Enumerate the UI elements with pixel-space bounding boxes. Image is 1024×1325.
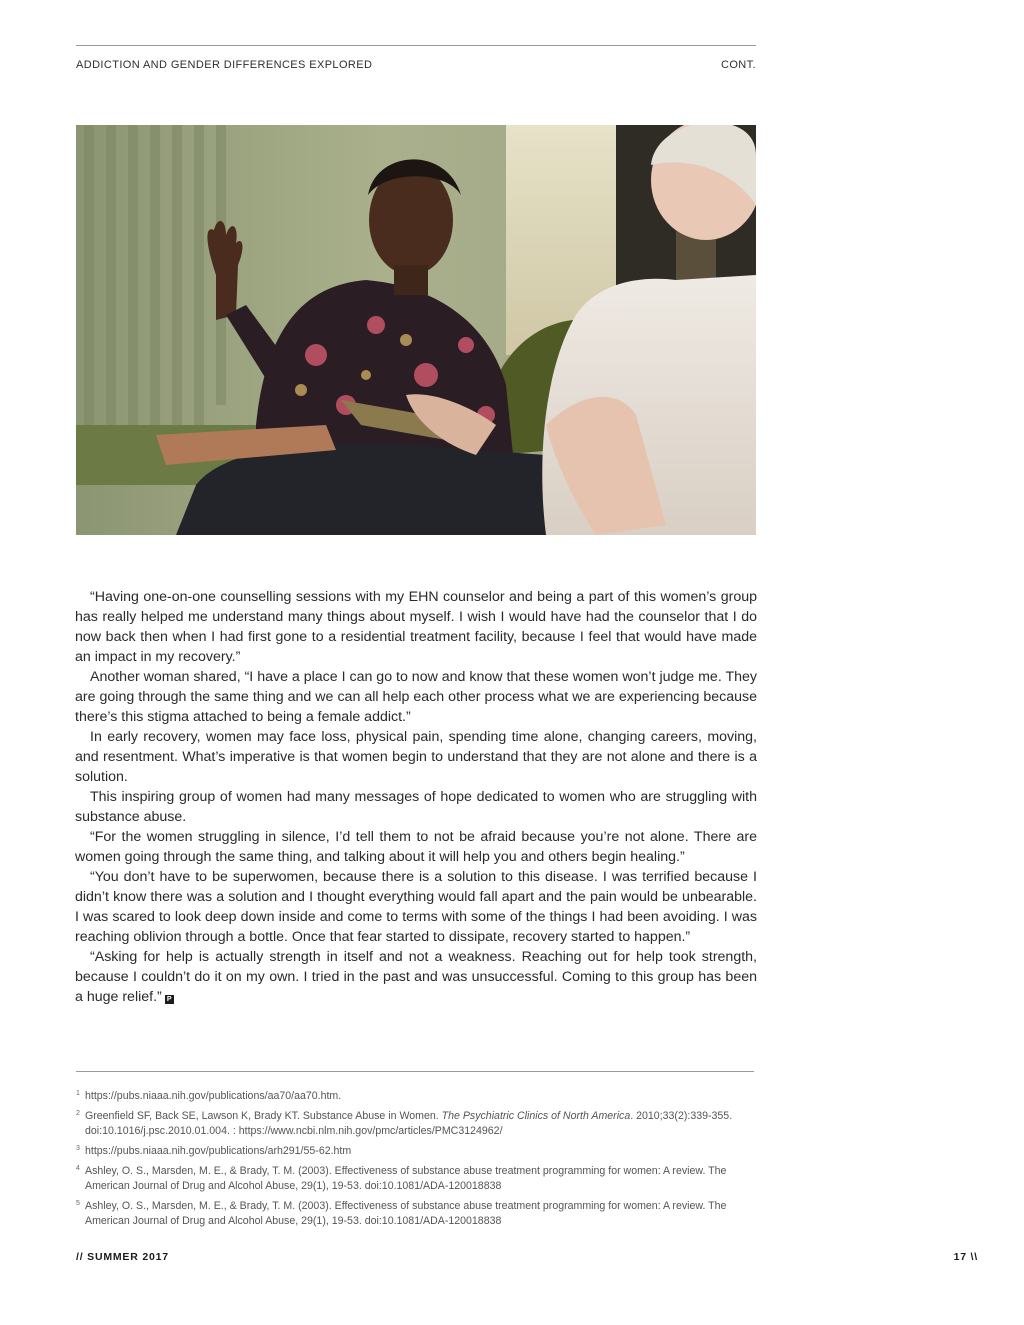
photo-two-women-group-session-icon	[76, 125, 756, 535]
running-head-title: ADDICTION AND GENDER DIFFERENCES EXPLORED	[76, 59, 373, 71]
footnote	[76, 1144, 756, 1159]
footnote-link[interactable]: https://pubs.niaaa.nih.gov/publications/arh291/55-62.htm	[85, 1145, 352, 1157]
footer-page-number: 17 \\	[953, 1251, 978, 1263]
header-rule	[76, 45, 756, 46]
footnote-number: 2	[76, 1110, 80, 1117]
article-paragraph-last	[75, 947, 757, 1007]
article-photo	[76, 125, 756, 535]
article-paragraph: “For the women struggling in silence, I’d tell them to not be afraid because you’re not alone. There are women going through the same thing, and talking about it will help you and others begin healing.”	[75, 829, 757, 865]
footnote-number: 1	[76, 1090, 80, 1097]
running-head-cont: CONT.	[721, 59, 756, 71]
footnote-text: Ashley, O. S., Marsden, M. E., & Brady, T. M. (2003). Effectiveness of substance abuse treatment programming for women: A review. The American Journal of Drug and Alcohol Abuse, 29(1), 19-53. doi:10.1081/ADA-120018838	[85, 1165, 727, 1192]
footnote	[76, 1164, 756, 1194]
footnote-number: 3	[76, 1145, 80, 1152]
article-paragraph: “You don’t have to be superwomen, because there is a solution to this disease. I was terrified because I didn’t know there was a solution and I thought everything would fall apart and the pain would be unbearable. I was scared to look deep down inside and come to terms with some of the things I had been avoiding. I was reaching oblivion through a bottle. Once that fear started to dissipate, recovery started to happen.”	[75, 869, 757, 945]
article-paragraph: This inspiring group of women had many messages of hope dedicated to women who are struggling with substance abuse.	[75, 789, 757, 825]
article-paragraph: Another woman shared, “I have a place I can go to now and know that these women won’t judge me. They are going through the same thing and we can all help each other process what we are experiencing because there’s this stigma attached to being a female addict.”	[75, 669, 757, 725]
footnote-text: Greenfield SF, Back SE, Lawson K, Brady KT. Substance Abuse in Women.	[85, 1110, 442, 1122]
end-of-article-icon: P	[165, 995, 174, 1004]
footnote-text: Ashley, O. S., Marsden, M. E., & Brady, T. M. (2003). Effectiveness of substance abuse treatment programming for women: A review. The American Journal of Drug and Alcohol Abuse, 29(1), 19-53. doi:10.1081/ADA-120018838	[85, 1200, 727, 1227]
footnote-link[interactable]: https://pubs.niaaa.nih.gov/publications/aa70/aa70.htm.	[85, 1090, 342, 1102]
footnote-number: 5	[76, 1200, 80, 1207]
footnote	[76, 1109, 756, 1139]
footnote-journal: The Psychiatric Clinics of North America	[441, 1110, 631, 1122]
article-paragraph: “Having one-on-one counselling sessions with my EHN counselor and being a part of this women’s group has really helped me understand many things about myself. I wish I would have had the counselor that I do now back then when I had first gone to a residential treatment facility, because I feel that would have made an impact in my recovery.”	[75, 589, 757, 665]
article-paragraph-text: “Asking for help is actually strength in itself and not a weakness. Reaching out for help took strength, because I couldn’t do it on my own. I tried in the past and was unsuccessful. Coming to this group has been a huge relief.”	[75, 949, 757, 1005]
footnotes	[76, 1089, 756, 1234]
footnote-number: 4	[76, 1165, 80, 1172]
article-paragraph: In early recovery, women may face loss, physical pain, spending time alone, changing careers, moving, and resentment. What’s imperative is that women begin to understand that they are not alone and there is a solution.	[75, 729, 757, 785]
footnote-text: . 2010;33(2):339-355. doi:10.1016/j.psc.2010.01.004. : https://www.ncbi.nlm.nih.gov/pmc/articles/PMC3124962/	[85, 1110, 733, 1137]
article-body	[75, 587, 757, 1007]
footer-issue: // SUMMER 2017	[76, 1251, 169, 1263]
footnote-rule	[76, 1071, 754, 1072]
footnote	[76, 1089, 756, 1104]
footnote	[76, 1199, 756, 1229]
